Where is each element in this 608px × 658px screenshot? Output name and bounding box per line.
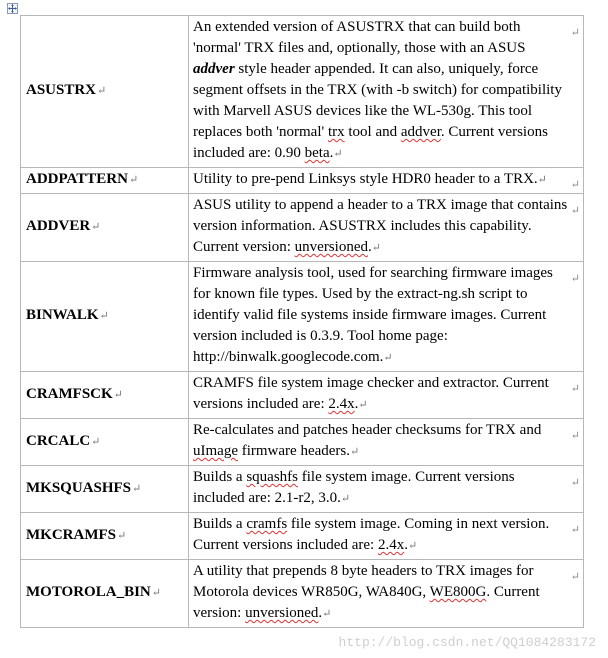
description-text: A utility that prepends 8 byte headers to TRX images for Motorola devices WR850G, WA840G, (193, 563, 534, 600)
paragraph-mark-icon: ↵ (333, 148, 343, 160)
description-text: . Current versions included are: 0.90 (193, 124, 548, 161)
paragraph-mark-icon: ↵ (99, 310, 109, 322)
description-text: firmware headers. (237, 443, 351, 459)
paragraph-mark-icon: ↵ (383, 352, 393, 364)
paragraph-mark-icon: ↵ (151, 587, 161, 599)
cell-end-mark-icon: ↵ (570, 27, 580, 39)
table-row (21, 419, 584, 466)
paragraph-mark-icon: ↵ (358, 399, 368, 411)
tool-description-cell[interactable] (189, 194, 584, 262)
cell-end-mark-icon: ↵ (570, 571, 580, 583)
description-text: . (404, 537, 408, 553)
description-text: file system image. Coming in next version. Current versions included are: (193, 516, 550, 553)
paragraph-mark-icon: ↵ (340, 493, 351, 505)
spellcheck-flagged-word: squashfs (246, 469, 299, 485)
tool-name: CRAMFSCK (26, 385, 113, 402)
tool-name-cell[interactable] (21, 194, 189, 262)
table-row (21, 372, 584, 419)
cell-end-mark-icon: ↵ (570, 383, 580, 395)
tool-name-cell[interactable] (21, 419, 189, 466)
tool-description-cell[interactable] (189, 168, 584, 194)
description-text: . (367, 239, 372, 255)
tool-name: MKCRAMFS (26, 526, 116, 543)
watermark-url: http://blog.csdn.net/QQ1084283172 (338, 635, 596, 650)
description-text: Utility to pre-pend Linksys style HDR0 header to a TRX. (193, 171, 538, 187)
paragraph-mark-icon: ↵ (91, 221, 101, 233)
spellcheck-flagged-word: 2.4x (377, 537, 405, 553)
table-row (21, 194, 584, 262)
description-text: style header appended. It can also, uniquely, force segment offsets in the TRX (with -b switch) for compatibility with Marvell ASUS devices like the WL-530g. This tool replaces both 'normal' (193, 61, 562, 140)
spellcheck-flagged-word: uImage (193, 443, 238, 459)
cell-end-mark-icon: ↵ (570, 524, 580, 536)
spellcheck-flagged-word: beta (304, 145, 330, 161)
description-text: ASUS utility to append a header to a TRX image that contains version information. ASUSTRX includes this capability. Current version: (193, 197, 568, 255)
tool-name: ADDPATTERN (26, 171, 128, 187)
spellcheck-flagged-word: unversioned (245, 605, 319, 621)
tool-name: MKSQUASHFS (26, 479, 132, 496)
tool-name-cell[interactable] (21, 560, 189, 628)
tool-name-cell[interactable] (21, 513, 189, 560)
spellcheck-flagged-word: cramfs (246, 516, 288, 532)
description-text: Re-calculates and patches header checksums for TRX and (193, 422, 542, 438)
spellcheck-flagged-word: trx (327, 124, 345, 140)
tool-description-cell[interactable] (189, 466, 584, 513)
cell-end-mark-icon: ↵ (570, 205, 580, 217)
paragraph-mark-icon: ↵ (128, 174, 139, 186)
table-row (21, 513, 584, 560)
description-text: An extended version of ASUSTRX that can build both 'normal' TRX files and, optionally, those with an ASUS (193, 19, 526, 56)
tool-description-cell[interactable] (189, 513, 584, 560)
cell-end-mark-icon: ↵ (570, 179, 580, 191)
tools-table (20, 15, 584, 628)
tool-name-cell[interactable] (21, 16, 189, 168)
spellcheck-flagged-word: unversioned (294, 239, 368, 255)
paragraph-mark-icon: ↵ (113, 388, 123, 401)
paragraph-mark-icon: ↵ (371, 242, 381, 254)
tool-name-cell[interactable] (21, 168, 189, 194)
description-text: CRAMFS file system image checker and extractor. Current versions included are: (193, 375, 549, 412)
tool-description-cell[interactable] (189, 560, 584, 628)
paragraph-mark-icon: ↵ (117, 529, 127, 542)
tool-name: BINWALK (26, 307, 99, 323)
paragraph-mark-icon: ↵ (537, 174, 547, 186)
table-move-handle-icon[interactable] (7, 3, 18, 14)
description-text: . (354, 396, 359, 412)
tool-description-cell[interactable] (189, 16, 584, 168)
description-text: . (329, 145, 334, 161)
spellcheck-flagged-word: addver (400, 124, 441, 140)
description-text: Firmware analysis tool, used for searching firmware images for known file types. Used by the extract-ng.sh script to identify valid file systems inside firmware images. Current version included is 0.3.9. Tool home page: http://binwalk.googlecode.com. (193, 265, 553, 365)
tool-name: CRCALC (26, 432, 91, 449)
description-text: . (318, 605, 323, 621)
tool-name: ASUSTRX (26, 82, 97, 98)
paragraph-mark-icon: ↵ (407, 540, 418, 552)
table-row (21, 466, 584, 513)
description-text: . Current version: (193, 584, 540, 621)
tool-description-cell[interactable] (189, 419, 584, 466)
tool-name-cell[interactable] (21, 466, 189, 513)
tool-name-cell[interactable] (21, 262, 189, 372)
spellcheck-flagged-word: WE800G (429, 584, 487, 600)
paragraph-mark-icon: ↵ (132, 482, 142, 495)
paragraph-mark-icon: ↵ (91, 435, 101, 448)
description-text: Builds a (193, 516, 247, 532)
table-row (21, 16, 584, 168)
tool-name-cell[interactable] (21, 372, 189, 419)
paragraph-mark-icon: ↵ (350, 446, 360, 458)
emphasized-term: addver (193, 61, 235, 77)
table-row (21, 168, 584, 194)
tool-name: MOTOROLA_BIN (26, 584, 151, 600)
tool-description-cell[interactable] (189, 262, 584, 372)
tool-description-cell[interactable] (189, 372, 584, 419)
spellcheck-flagged-word: 2.4x (328, 396, 355, 412)
tool-name: ADDVER (26, 218, 91, 234)
table-row (21, 262, 584, 372)
tools-table-body (21, 16, 584, 628)
paragraph-mark-icon: ↵ (322, 608, 332, 620)
cell-end-mark-icon: ↵ (570, 477, 580, 489)
table-row (21, 560, 584, 628)
description-text: Builds a (193, 469, 247, 485)
cell-end-mark-icon: ↵ (570, 273, 580, 285)
description-text: file system image. Current versions included are: 2.1-r2, 3.0. (193, 469, 515, 506)
description-text: tool and (344, 124, 401, 140)
paragraph-mark-icon: ↵ (97, 85, 107, 97)
cell-end-mark-icon: ↵ (570, 430, 580, 442)
